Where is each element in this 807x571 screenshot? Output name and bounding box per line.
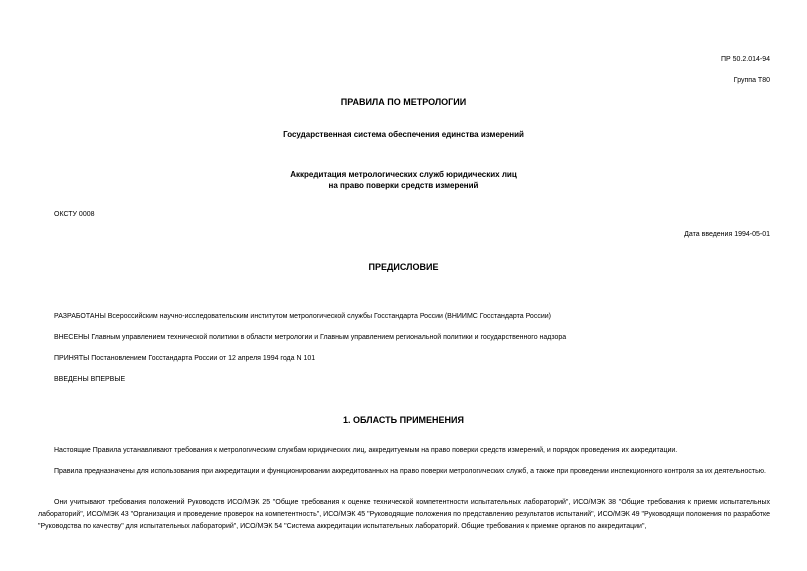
document-group: Группа Т80 bbox=[733, 77, 770, 84]
document-heading-line2: на право поверки средств измерений bbox=[328, 181, 479, 190]
preface-introduced: ВНЕСЕНЫ Главным управлением технической политики в области метрологии и Главным управлением региональной политики и государственного надзора bbox=[54, 334, 567, 341]
preface-title: ПРЕДИСЛОВИЕ bbox=[368, 262, 439, 272]
preface-adopted: ПРИНЯТЫ Постановлением Госстандарта России от 12 апреля 1994 года N 101 bbox=[54, 355, 316, 362]
preface-first-time: ВВЕДЕНЫ ВПЕРВЫЕ bbox=[54, 376, 126, 383]
document-title: ПРАВИЛА ПО МЕТРОЛОГИИ bbox=[340, 97, 467, 107]
introduction-date: Дата введения 1994-05-01 bbox=[684, 231, 770, 238]
okstu-code: ОКСТУ 0008 bbox=[54, 211, 95, 218]
section1-paragraph-3: Они учитывают требования положений Руководств ИСО/МЭК 25 "Общие требования к оценке технической компетентности испытательных лабораторий", ИСО/МЭК 38 "Общие требования к приемк испытательных лабораторий", ИСО/МЭК 43 "Организация и проведение проверок на компетентность", ИСО/МЭК 45 "Руководящие положения по представлению результатов испытаний", ИСО/МЭК 49 "Руководящи положения по разработке "Руководства по качеству" для испытательных лабораторий", ИСО/МЭК 54 "Система аккредитации испытательных лабораторий. Общие требования к приемке органов по аккредитации", bbox=[38, 499, 770, 530]
preface-developed: РАЗРАБОТАНЫ Всероссийским научно-исследовательским институтом метрологической службы Госстандарта России (ВНИИМС Госстандарта России) bbox=[54, 313, 551, 320]
document-heading-line1: Аккредитация метрологических служб юридических лиц bbox=[290, 170, 517, 179]
section1-title: 1. ОБЛАСТЬ ПРИМЕНЕНИЯ bbox=[343, 415, 464, 425]
section1-paragraph-2: Правила предназначены для использования при аккредитации и функционировании аккредитованных на право поверки метрологических служб, а также при проведении инспекционного контроля за их деятельностью. bbox=[54, 468, 766, 475]
document-code: ПР 50.2.014-94 bbox=[720, 56, 770, 63]
document-subtitle: Государственная система обеспечения единства измерений bbox=[283, 130, 524, 139]
section1-paragraph-1: Настоящие Правила устанавливают требования к метрологическим службам юридических лиц, аккредитуемым на право поверки средств измерений, и порядок проведения их аккредитации. bbox=[54, 447, 678, 454]
